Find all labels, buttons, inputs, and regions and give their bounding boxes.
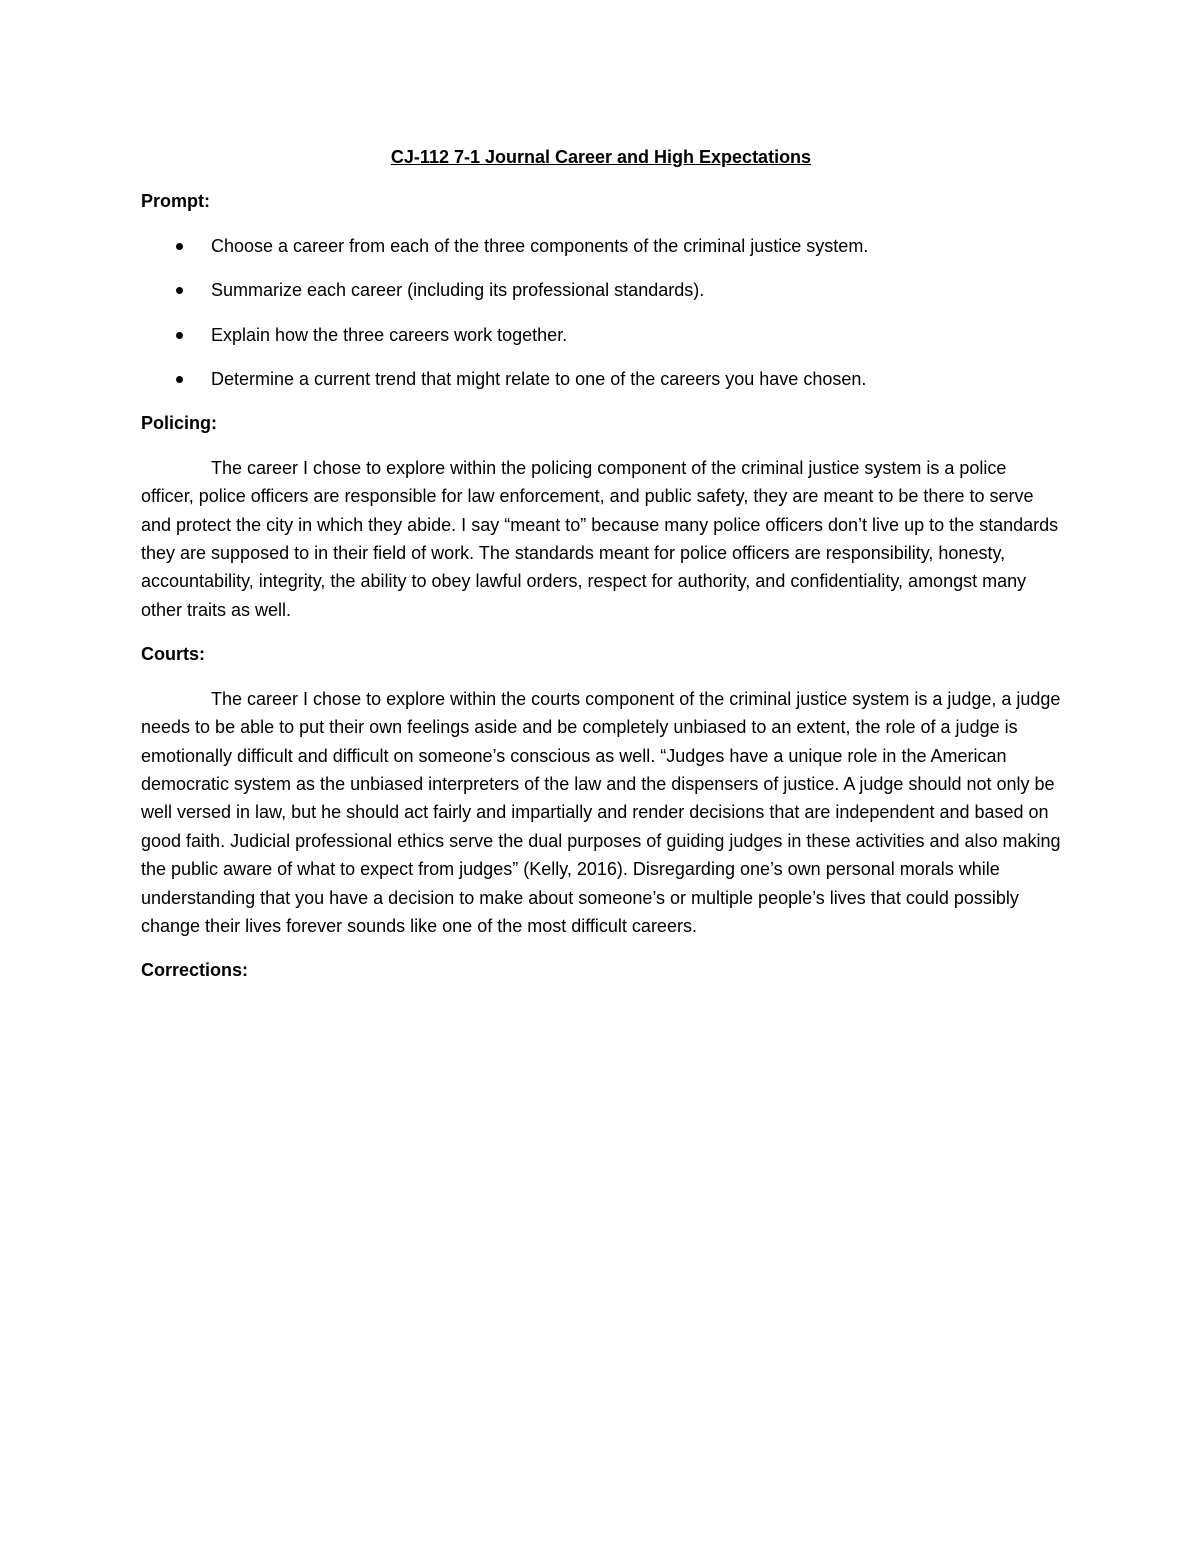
document-content: [141, 143, 1061, 1001]
prompt-list-item: [141, 232, 1061, 260]
bullet-icon: [176, 243, 183, 250]
courts-paragraph: The career I chose to explore within the courts component of the criminal justice system is a judge, a judge needs to be able to put their own feelings aside and be completely unbiased to an extent, the role of a judge is emotionally difficult and difficult on someone’s conscious as well. “Judges have a unique role in the American democratic system as the unbiased interpreters of the law and the dispensers of justice. A judge should not only be well versed in law, but he should act fairly and impartially and render decisions that are independent and based on good faith. Judicial professional ethics serve the dual purposes of guiding judges in these activities and also making the public aware of what to expect from judges” (Kelly, 2016). Disregarding one’s own personal morals while understanding that you have a decision to make about someone’s or multiple people’s lives that could possibly change their lives forever sounds like one of the most difficult careers.: [141, 688, 1061, 936]
prompt-list-item: [141, 276, 1061, 304]
courts-heading: Courts:: [141, 644, 205, 665]
bullet-icon: [176, 332, 183, 339]
bullet-icon: [176, 287, 183, 294]
document-title: CJ-112 7-1 Journal Career and High Expectations: [390, 147, 812, 167]
bullet-icon: [176, 376, 183, 383]
prompt-list: [141, 232, 1061, 394]
prompt-list-item: [141, 321, 1061, 349]
prompt-heading: Prompt:: [141, 191, 210, 212]
prompt-item-text: Summarize each career (including its professional standards).: [211, 280, 705, 301]
prompt-list-item: [141, 365, 1061, 393]
corrections-heading: Corrections:: [141, 960, 249, 981]
prompt-item-text: Determine a current trend that might relate to one of the careers you have chosen.: [211, 369, 867, 390]
prompt-item-text: Explain how the three careers work together.: [211, 324, 568, 345]
policing-paragraph: The career I chose to explore within the policing component of the criminal justice system is a police officer, police officers are responsible for law enforcement, and public safety, they are meant to be there to serve and protect the city in which they abide. I say “meant to” because many police officers don’t live up to the standards they are supposed to in their field of work. The standards meant for police officers are responsibility, honesty, accountability, integrity, the ability to obey lawful orders, respect for authority, and confidentiality, amongst many other traits as well.: [141, 457, 1059, 620]
policing-heading: Policing:: [141, 413, 217, 434]
prompt-item-text: Choose a career from each of the three components of the criminal justice system.: [211, 235, 869, 256]
